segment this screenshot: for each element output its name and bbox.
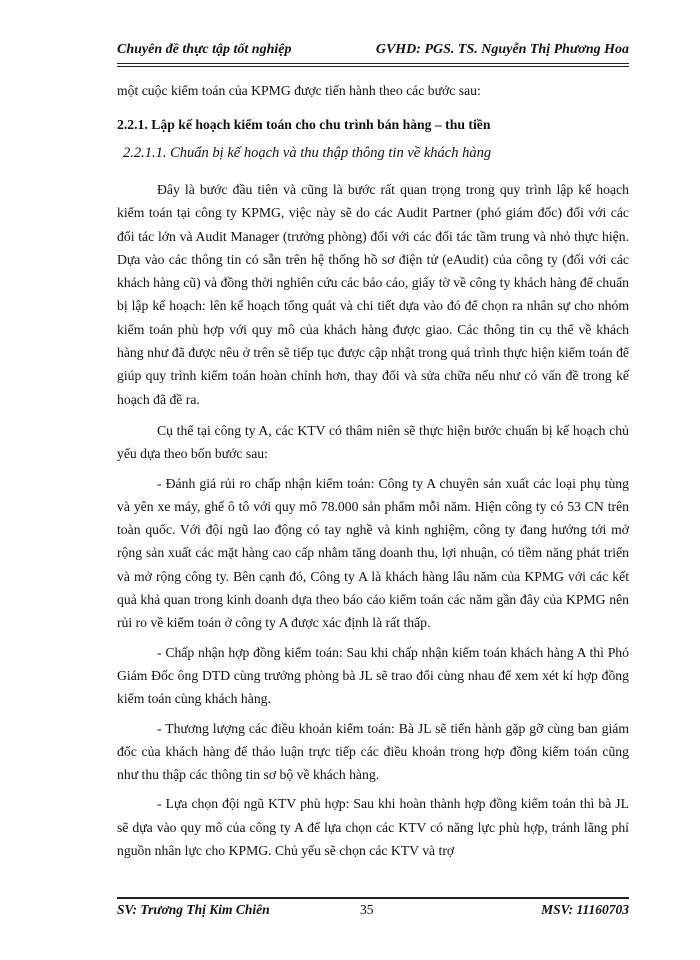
- body-text: [117, 178, 629, 868]
- intro-line: một cuộc kiểm toán của KPMG được tiến hành theo các bước sau:: [117, 83, 481, 98]
- header-divider: [117, 63, 629, 67]
- header-title: Chuyên đề thực tập tốt nghiệp: [117, 42, 292, 57]
- page-footer: [117, 902, 629, 922]
- page-header: [117, 42, 629, 64]
- paragraph-company-a-steps: Cụ thể tại công ty A, các KTV có thâm niên sẽ thực hiện bước chuẩn bị kế hoạch chủ yếu dựa theo bốn bước sau:: [117, 422, 629, 462]
- page-content: [117, 80, 629, 859]
- paragraph-team-selection: - Lựa chọn đội ngũ KTV phù hợp: Sau khi hoàn thành hợp đồng kiểm toán thì bà JL sẽ dựa vào quy mô của công ty A để lựa chọn các KTV có năng lực phù hợp, tránh lãng phí nguồn nhân lực cho KPMG. Chủ yếu sẽ chọn các KTV và trợ: [117, 796, 629, 859]
- footer-student-id: MSV: 11160703: [541, 902, 629, 917]
- header-advisor: GVHD: PGS. TS. Nguyễn Thị Phương Hoa: [375, 42, 629, 57]
- footer-divider: [117, 897, 629, 899]
- page-number: 35: [360, 902, 374, 917]
- paragraph-contract-acceptance: - Chấp nhận hợp đồng kiểm toán: Sau khi chấp nhận kiểm toán khách hàng A thì Phó Giám Đốc ông DTD cùng trưởng phòng bà JL sẽ trao đổi cùng nhau để xem xét kí hợp đồng kiểm toán cùng khách hàng.: [117, 644, 629, 707]
- paragraph-risk-assessment: - Đánh giá rủi ro chấp nhận kiểm toán: Công ty A chuyên sản xuất các loại phụ tùng và yên xe máy, ghế ô tô với quy mô 78.000 sản phẩm mỗi năm. Hiện công ty có 53 CN trên toàn quốc. Với đội ngũ lao động có tay nghề và kinh nghiệm, công ty đang hướng tới mở rộng sản xuất các mặt hàng cao cấp nhằm tăng doanh thu, lợi nhuận, có tiềm năng phát triển và mở rộng công ty. Bên cạnh đó, Công ty A là khách hàng lâu năm của KPMG với các kết quả khả quan trong kinh doanh dựa theo báo cáo kiểm toán các năm gần đây của KPMG nên rủi ro về kiểm toán ở công ty A được xác định là rất thấp.: [117, 475, 629, 631]
- section-heading: 2.2.1. Lập kế hoạch kiểm toán cho chu trình bán hàng – thu tiền: [117, 117, 491, 132]
- paragraph-terms-negotiation: - Thương lượng các điều khoản kiểm toán: Bà JL sẽ tiến hành gặp gỡ cùng ban giám đốc của khách hàng để thảo luận trực tiếp các điều khoản trong hợp đồng kiểm toán cũng như thu thập các thông tin sơ bộ về khách hàng.: [117, 720, 629, 783]
- footer-student: SV: Trương Thị Kim Chiên: [117, 902, 270, 917]
- subsection-heading: 2.2.1.1. Chuẩn bị kế hoạch và thu thập thông tin về khách hàng: [123, 145, 492, 161]
- paragraph-planning-overview: Đây là bước đầu tiên và cũng là bước rất quan trọng trong quy trình lập kế hoạch kiểm toán tại công ty KPMG, việc này sẽ do các Audit Partner (phó giám đốc) đối với các đối tác lớn và Audit Manager (trưởng phòng) đối với các đối tác tầm trung và nhỏ thực hiện. Dựa vào các thông tin có sẵn trên hệ thống hồ sơ điện tử (eAudit) của công ty (đối với các khách hàng cũ) và đồng thời nghiên cứu các báo cáo, giấy tờ về công ty khách hàng để chuẩn bị lập kế hoạch: lên kế hoạch tổng quát và chi tiết dựa vào đó để chọn ra nhân sự cho nhóm kiểm toán phù hợp với quy mô của khách hàng được giao. Các thông tin cụ thể về khách hàng như đã được nêu ở trên sẽ tiếp tục được cập nhật trong quá trình thực hiện kiểm toán để giúp quy trình kiểm toán hoàn chỉnh hơn, thay đổi và sửa chữa nếu như có vấn đề trong kế hoạch đã đề ra.: [117, 182, 629, 407]
